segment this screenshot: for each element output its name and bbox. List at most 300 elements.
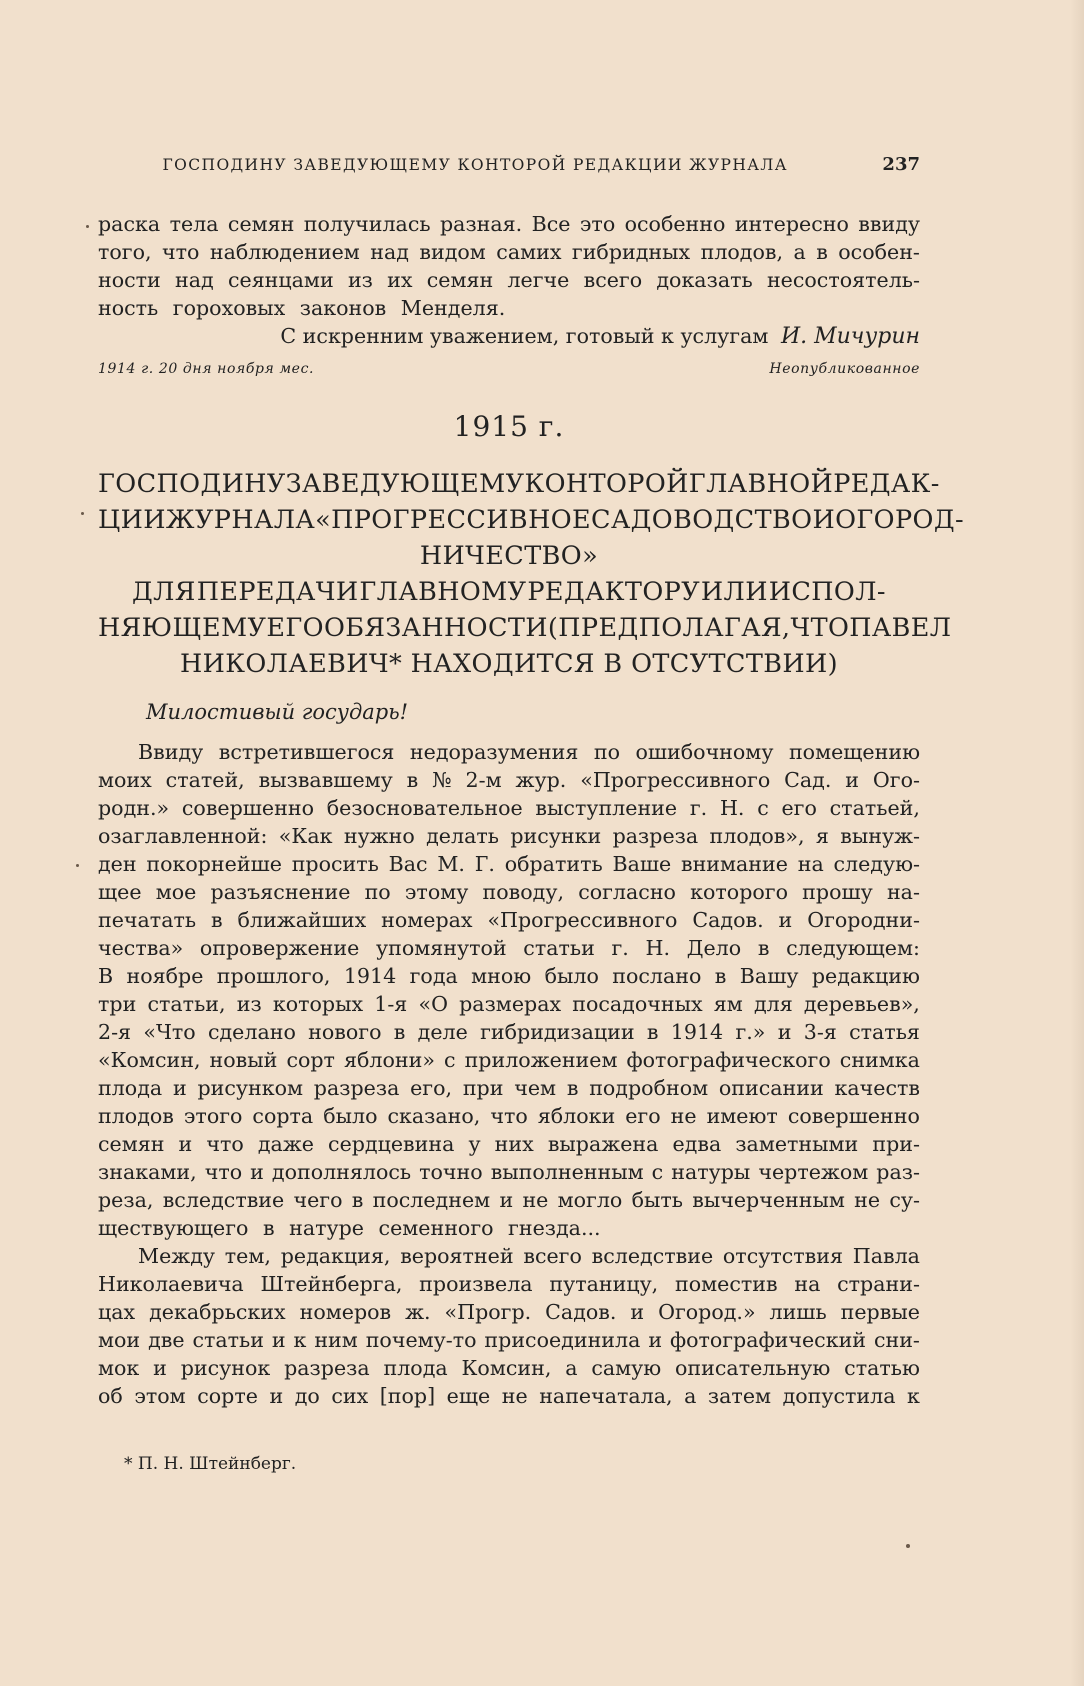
word: цах xyxy=(98,1300,136,1324)
print-speck xyxy=(906,1544,910,1548)
word: и xyxy=(648,1328,663,1352)
year-heading: 1915 г. xyxy=(453,410,565,443)
word: ОБЯЗАННОСТИ xyxy=(323,613,548,643)
word: описании xyxy=(718,1076,824,1100)
word: в xyxy=(714,964,727,988)
word: в xyxy=(816,240,828,264)
word: номеров xyxy=(299,1300,392,1324)
word: 2-м xyxy=(465,768,502,792)
salutation: Милостивый государь! xyxy=(146,700,409,724)
word: в xyxy=(393,1020,406,1044)
text-line xyxy=(98,1102,920,1130)
word: разреза xyxy=(284,1356,370,1380)
signature-name: И. Мичурин xyxy=(780,324,920,349)
word: совершенно xyxy=(181,796,314,820)
word: «Прогрессивного xyxy=(487,908,678,932)
word: плодов», xyxy=(709,824,805,848)
word: плода xyxy=(383,1356,448,1380)
word: печатать xyxy=(98,908,197,932)
text-line xyxy=(98,266,920,294)
word: ЧТО xyxy=(790,613,850,643)
word: вследствие xyxy=(591,1244,714,1268)
word: статей, xyxy=(165,768,245,792)
word: при xyxy=(462,1076,504,1100)
word: делать xyxy=(426,824,499,848)
word: сорт xyxy=(286,1048,335,1072)
text-line xyxy=(98,878,920,906)
text-line xyxy=(98,990,920,1018)
word: «Прогр. xyxy=(444,1300,532,1324)
word: «Комсин, xyxy=(98,1048,201,1072)
word: не xyxy=(501,1384,528,1408)
word: что xyxy=(490,1104,528,1128)
word: его xyxy=(625,1104,661,1128)
word: 2-я xyxy=(98,1020,132,1044)
word: подробном xyxy=(589,1076,709,1100)
word: видом xyxy=(419,240,486,264)
word: Николаевича xyxy=(98,1272,244,1296)
word: «Что xyxy=(143,1020,196,1044)
word: из xyxy=(236,992,262,1016)
print-speck xyxy=(81,512,84,515)
word: мое xyxy=(155,880,197,904)
word: 3-я xyxy=(803,1020,837,1044)
word: обратить xyxy=(504,852,603,876)
text-line xyxy=(98,906,920,934)
word: в xyxy=(406,768,419,792)
date-line xyxy=(98,361,920,377)
word: над xyxy=(175,268,214,292)
text-line: ность гороховых законов Менделя. xyxy=(98,296,506,320)
word: самих xyxy=(496,240,562,264)
word: просить xyxy=(291,852,379,876)
word: [пор] xyxy=(379,1384,436,1408)
word: статьи xyxy=(523,936,595,960)
word: и xyxy=(777,1020,792,1044)
word: Вас xyxy=(388,852,428,876)
word: лишь xyxy=(769,1300,827,1324)
text-line xyxy=(98,850,920,878)
word: мок xyxy=(98,1356,140,1380)
text-line xyxy=(98,1382,920,1410)
signature-text: С искренним уважением, готовый к услугам xyxy=(280,324,769,348)
word: семян xyxy=(98,1132,165,1156)
word: дополнялось xyxy=(271,1160,412,1184)
text-line xyxy=(98,1186,920,1214)
word: опровержение xyxy=(199,936,360,960)
word: статьей, xyxy=(829,796,920,820)
word: допустила xyxy=(782,1384,896,1408)
word: М. xyxy=(437,852,465,876)
word: почему-то xyxy=(365,1328,477,1352)
word: по xyxy=(364,880,391,904)
word: ИЛИ xyxy=(700,577,768,607)
word: ности xyxy=(98,268,161,292)
word: «Как xyxy=(278,824,333,848)
word: разъяснение xyxy=(210,880,351,904)
word: покорнейше xyxy=(146,852,282,876)
word: и xyxy=(845,768,859,792)
text-line xyxy=(98,210,920,238)
word: в xyxy=(566,1076,579,1100)
word: САДОВОДСТВО xyxy=(591,505,813,535)
word: знаками, xyxy=(98,1160,197,1184)
word: сеянцами xyxy=(227,268,334,292)
word: даже xyxy=(257,1132,314,1156)
heading-line xyxy=(98,502,964,538)
word: моих xyxy=(98,768,152,792)
print-speck xyxy=(76,864,79,867)
word: их xyxy=(387,268,413,292)
text-line xyxy=(98,1046,920,1074)
word: разреза xyxy=(612,824,699,848)
word: Штейнберга, xyxy=(260,1272,403,1296)
word: что xyxy=(206,1132,244,1156)
word: ЕГО xyxy=(266,613,324,643)
word: и xyxy=(499,1188,514,1212)
letter-date: 1914 г. 20 дня ноября мес. xyxy=(98,361,315,377)
word: РЕДАКТОРУ xyxy=(527,577,701,607)
word: Сад. xyxy=(784,768,832,792)
word: легче xyxy=(507,268,570,292)
word: вычерченным xyxy=(692,1188,845,1212)
word: 1914 xyxy=(670,1020,724,1044)
word: которых xyxy=(272,992,364,1016)
word: несостоятель- xyxy=(766,268,920,292)
word: всего xyxy=(583,268,643,292)
word: деле xyxy=(417,1020,468,1044)
word: с xyxy=(651,1160,664,1184)
word: следую- xyxy=(833,852,920,876)
word: ГЛАВНОЙ xyxy=(688,469,834,499)
text-line xyxy=(98,738,920,766)
running-head xyxy=(98,154,920,180)
word: раз- xyxy=(876,1160,920,1184)
word: заметными xyxy=(735,1132,859,1156)
word: чего xyxy=(293,1188,343,1212)
word: рисунком xyxy=(197,1076,304,1100)
word: статью xyxy=(844,1356,920,1380)
word: фотографический xyxy=(669,1328,867,1352)
heading-line xyxy=(98,466,940,502)
word: ближайших xyxy=(237,908,367,932)
word: затем xyxy=(707,1384,772,1408)
word: года xyxy=(409,964,458,988)
word: родн.» xyxy=(98,796,170,820)
word: сердцевина xyxy=(328,1132,455,1156)
text-line xyxy=(98,1074,920,1102)
word: семян xyxy=(227,212,295,236)
word: 1914 xyxy=(343,964,397,988)
word: Н. xyxy=(645,936,671,960)
word: № xyxy=(432,768,452,792)
word: присоединила xyxy=(484,1328,641,1352)
top-paragraph xyxy=(98,210,920,354)
word: Между xyxy=(138,1244,216,1268)
word: это xyxy=(579,212,616,236)
word: яблони» xyxy=(344,1048,435,1072)
word: Садов. xyxy=(692,908,764,932)
word: три xyxy=(98,992,137,1016)
word: Н. xyxy=(719,796,745,820)
word: всего xyxy=(523,1244,582,1268)
word: с xyxy=(443,1048,456,1072)
word: у xyxy=(468,1132,481,1156)
word: новый xyxy=(209,1048,278,1072)
word: до xyxy=(294,1384,320,1408)
word: его, xyxy=(410,1076,453,1100)
word: рисунки xyxy=(510,824,602,848)
word: су- xyxy=(889,1188,920,1212)
word: что xyxy=(161,240,200,264)
word: вызвавшему xyxy=(258,768,393,792)
word: ДЛЯ xyxy=(132,577,196,607)
word: размерах xyxy=(459,992,562,1016)
word: вынуж- xyxy=(840,824,920,848)
word: внимание xyxy=(680,852,788,876)
word: яблоки xyxy=(537,1104,616,1128)
word: посадочных xyxy=(572,992,703,1016)
word: на- xyxy=(886,880,920,904)
word: Огород.» xyxy=(658,1300,756,1324)
word: ИСПОЛ- xyxy=(768,577,886,607)
word: страни- xyxy=(837,1272,920,1296)
word: г.» xyxy=(735,1020,766,1044)
word: сказано, xyxy=(387,1104,481,1128)
word: согласно xyxy=(578,880,676,904)
text-line xyxy=(98,1354,920,1382)
word: натуры xyxy=(671,1160,751,1184)
word: первые xyxy=(840,1300,920,1324)
word: сорте xyxy=(197,1384,258,1408)
text-line xyxy=(98,1158,920,1186)
word: раска xyxy=(98,212,161,236)
word: редакцию xyxy=(811,964,920,988)
text-line xyxy=(98,1242,920,1270)
word: «Прогрессивного xyxy=(580,768,771,792)
word: мною xyxy=(471,964,532,988)
word: НЯЮЩЕМУ xyxy=(98,613,267,643)
word: не xyxy=(854,1188,881,1212)
word: рисунок xyxy=(180,1356,271,1380)
word: на xyxy=(794,1272,821,1296)
letter-heading xyxy=(98,466,964,682)
word: и xyxy=(250,1160,264,1184)
heading-line xyxy=(98,610,952,646)
word: прошу xyxy=(802,880,873,904)
word: безосновательное xyxy=(326,796,523,820)
word: (ПРЕДПОЛАГАЯ, xyxy=(547,613,791,643)
page-number: 237 xyxy=(882,154,920,175)
text-line: ществующего в натуре семенного гнезда... xyxy=(98,1216,601,1240)
word: напечатала, xyxy=(539,1384,673,1408)
word: статьи, xyxy=(147,992,226,1016)
word: семян xyxy=(426,268,494,292)
word: в xyxy=(757,936,770,960)
word: наблюдением xyxy=(209,240,360,264)
word: и xyxy=(153,1356,167,1380)
word: Ввиду xyxy=(138,740,204,764)
word: путаницу, xyxy=(549,1272,659,1296)
word: «ПРОГРЕССИВНОЕ xyxy=(315,505,592,535)
word: ним xyxy=(314,1328,358,1352)
word: по xyxy=(593,740,620,764)
word: и xyxy=(778,908,793,932)
word: разная. xyxy=(439,212,523,236)
word: РЕДАК- xyxy=(833,469,940,499)
word: помещению xyxy=(788,740,920,764)
signature-line xyxy=(98,322,920,354)
word: ЗАВЕДУЮЩЕМУ xyxy=(285,469,525,499)
text-line xyxy=(98,238,920,266)
word: плодов, xyxy=(700,240,784,264)
word: В xyxy=(98,964,114,988)
word: фотографического xyxy=(626,1048,831,1072)
word: чества» xyxy=(98,936,184,960)
word: поместив xyxy=(675,1272,778,1296)
word: и xyxy=(178,1132,193,1156)
word: имеют xyxy=(706,1104,778,1128)
word: для xyxy=(753,992,793,1016)
word: сни- xyxy=(873,1328,920,1352)
word: чем xyxy=(514,1076,557,1100)
word: а xyxy=(684,1384,697,1408)
word: этом xyxy=(134,1384,186,1408)
word: поводу, xyxy=(482,880,565,904)
word: мои xyxy=(98,1328,141,1352)
word: об xyxy=(98,1384,123,1408)
word: последнем xyxy=(372,1188,491,1212)
word: чертежом xyxy=(758,1160,869,1184)
word: снимка xyxy=(839,1048,920,1072)
word: Дело xyxy=(686,936,742,960)
word: статьи xyxy=(192,1328,264,1352)
word: нужно xyxy=(343,824,415,848)
word: ввиду xyxy=(858,212,920,236)
text-line xyxy=(98,1018,920,1046)
word: Г. xyxy=(474,852,495,876)
word: качеств xyxy=(834,1076,920,1100)
heading-line: НИЧЕСТВО» xyxy=(419,541,599,571)
text-line xyxy=(98,1326,920,1354)
text-line xyxy=(98,1298,920,1326)
word: следующем: xyxy=(786,936,920,960)
text-line xyxy=(98,1130,920,1158)
word: доказать xyxy=(656,268,753,292)
word: могло xyxy=(557,1188,623,1212)
word: а xyxy=(565,1356,578,1380)
word: тем, xyxy=(224,1244,271,1268)
word: ПАВЕЛ xyxy=(849,613,952,643)
word: при- xyxy=(872,1132,920,1156)
word: ЖУРНАЛА xyxy=(165,505,316,535)
word: Садов. xyxy=(545,1300,617,1324)
word: к xyxy=(293,1328,307,1352)
text-line xyxy=(98,766,920,794)
word: г. xyxy=(689,796,708,820)
word: к xyxy=(907,1384,920,1408)
word: в xyxy=(351,1188,364,1212)
word: номерах xyxy=(381,908,473,932)
text-line xyxy=(98,934,920,962)
word: на xyxy=(797,852,824,876)
word: недоразумения xyxy=(409,740,579,764)
word: Все xyxy=(531,212,571,236)
word: щее xyxy=(98,880,142,904)
word: совершенно xyxy=(787,1104,920,1128)
word: озаглавленной: xyxy=(98,824,268,848)
word: них xyxy=(494,1132,534,1156)
publication-status: Неопубликованное xyxy=(769,361,920,377)
word: реза, xyxy=(98,1188,154,1212)
word: что xyxy=(204,1160,243,1184)
word: прошлого, xyxy=(216,964,331,988)
word: вследствие xyxy=(162,1188,285,1212)
word: редакция, xyxy=(280,1244,391,1268)
heading-line: НИКОЛАЕВИЧ* НАХОДИТСЯ В ОТСУТСТВИИ) xyxy=(179,649,839,679)
word: г. xyxy=(611,936,629,960)
word: интересно xyxy=(734,212,849,236)
footnote: * П. Н. Штейнберг. xyxy=(124,1454,297,1474)
word: плодов xyxy=(98,1104,174,1128)
word: и xyxy=(269,1384,284,1408)
word: и xyxy=(271,1328,286,1352)
word: точно xyxy=(419,1160,483,1184)
word: ОГОРОД- xyxy=(835,505,964,535)
word: И xyxy=(812,505,836,535)
running-title: ГОСПОДИНУ ЗАВЕДУЮЩЕМУ КОНТОРОЙ РЕДАКЦИИ ЖУРНАЛА xyxy=(162,156,788,174)
word: плода xyxy=(98,1076,163,1100)
word: вероятней xyxy=(400,1244,514,1268)
word: над xyxy=(370,240,409,264)
word: выполненным xyxy=(490,1160,644,1184)
word: ГЛАВНОМУ xyxy=(359,577,527,607)
word: этому xyxy=(404,880,469,904)
word: в xyxy=(646,1020,659,1044)
word: того, xyxy=(98,240,152,264)
text-line xyxy=(98,822,920,850)
word: Вашу xyxy=(739,964,799,988)
word: деревьев», xyxy=(803,992,920,1016)
word: не xyxy=(670,1104,697,1128)
word: Огородни- xyxy=(807,908,920,932)
word: Ваше xyxy=(612,852,672,876)
word: не xyxy=(522,1188,549,1212)
word: приложением xyxy=(464,1048,618,1072)
word: ден xyxy=(98,852,137,876)
word: тела xyxy=(169,212,219,236)
letter-body xyxy=(98,738,920,1410)
word: встретившегося xyxy=(218,740,395,764)
word: в xyxy=(211,908,223,932)
word: было xyxy=(323,1104,378,1128)
word: сих xyxy=(331,1384,369,1408)
word: Комсин, xyxy=(461,1356,552,1380)
text-line xyxy=(98,962,920,990)
word: 1-я xyxy=(374,992,408,1016)
word: декабрьских xyxy=(149,1300,286,1324)
word: я xyxy=(815,824,829,848)
word: ПЕРЕДАЧИ xyxy=(196,577,359,607)
word: с xyxy=(757,796,769,820)
word: гибридизации xyxy=(480,1020,635,1044)
word: описательную xyxy=(675,1356,831,1380)
word: разреза xyxy=(313,1076,400,1100)
word: Павла xyxy=(852,1244,920,1268)
word: произвела xyxy=(419,1272,533,1296)
word: сделано xyxy=(207,1020,296,1044)
word: Ого- xyxy=(872,768,920,792)
